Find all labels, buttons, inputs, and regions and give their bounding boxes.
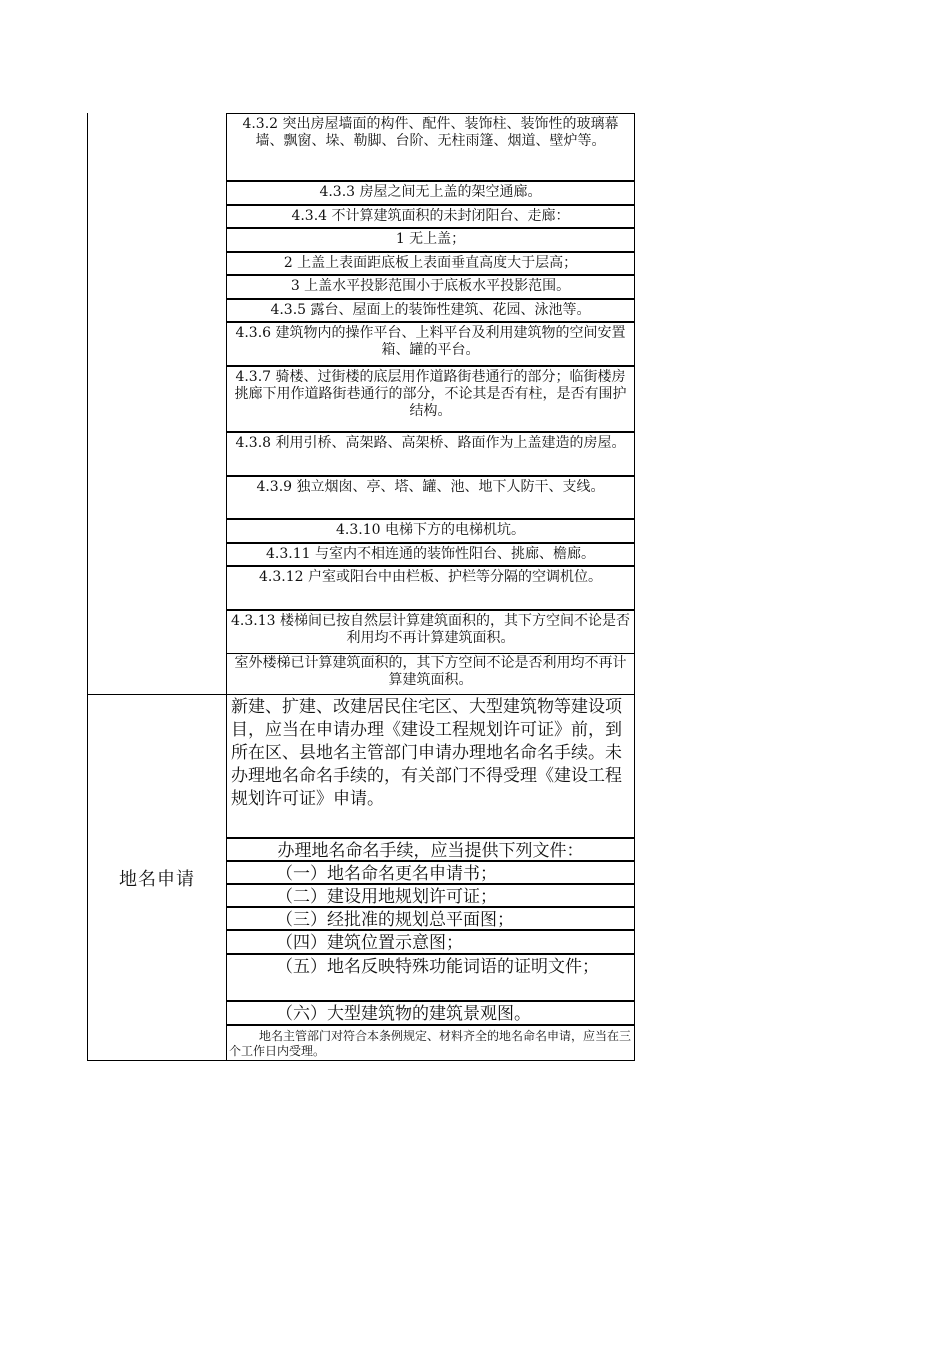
- doc-row: [227, 883, 635, 907]
- table-row: [227, 542, 635, 566]
- doc-item: （六）大型建筑物的建筑景观图。: [276, 1004, 531, 1024]
- table-row: [227, 475, 635, 519]
- row-text: 4.3.10 电梯下方的电梯机坑。: [336, 522, 525, 538]
- row-text: 4.3.2 突出房屋墙面的构件、配件、装饰柱、装饰性的玻璃幕墙、飘窗、垛、勒脚、台阶、无柱雨篷、烟道、壁炉等。: [242, 116, 619, 149]
- row-text: 1 无上盖；: [395, 231, 466, 247]
- doc-row: [227, 1000, 635, 1025]
- doc-row: [227, 953, 635, 1001]
- row-text: 室外楼梯已计算建筑面积的，其下方空间不论是否利用均不再计算建筑面积。: [234, 655, 627, 688]
- table-row: [227, 518, 635, 543]
- note-text: 地名主管部门对符合本条例规定、材料齐全的地名命名申请，应当在三个工作日内受理。: [229, 1029, 632, 1058]
- table-row: [227, 204, 635, 228]
- doc-item: （二）建设用地规划许可证；: [276, 887, 497, 907]
- table-row: [227, 298, 635, 322]
- row-text: 4.3.6 建筑物内的操作平台、上料平台及利用建筑物的空间安置箱、罐的平台。: [235, 325, 626, 358]
- doc-row: [227, 929, 635, 954]
- row-text: 4.3.7 骑楼、过街楼的底层用作道路街巷通行的部分；临街楼房挑廊下用作道路街巷通行的部分，不论其是否有柱，是否有围护结构。: [234, 369, 627, 419]
- row-text: 3 上盖水平投影范围小于底板水平投影范围。: [290, 278, 571, 294]
- row-text: 4.3.9 独立烟囱、亭、塔、罐、池、地下人防干、支线。: [256, 479, 605, 495]
- row-text: 4.3.13 楼梯间已按自然层计算建筑面积的，其下方空间不论是否利用均不再计算建筑面积。: [231, 613, 630, 646]
- row-text: 4.3.3 房屋之间无上盖的架空通廊。: [319, 184, 542, 200]
- row-text: 4.3.5 露台、屋面上的装饰性建筑、花园、泳池等。: [270, 302, 591, 318]
- doc-item: （五）地名反映特殊功能词语的证明文件；: [276, 957, 599, 977]
- intro-row: [227, 694, 635, 838]
- docs-title: 办理地名命名手续，应当提供下列文件：: [277, 841, 584, 861]
- note-row: [227, 1024, 635, 1061]
- table-row: [227, 431, 635, 476]
- docs-title-row: [227, 837, 635, 861]
- section-b-label: 地名申请: [119, 869, 195, 890]
- row-text: 4.3.11 与室内不相连通的装饰性阳台、挑廊、檐廊。: [266, 546, 595, 562]
- table-row: [227, 653, 635, 694]
- doc-item: （三）经批准的规划总平面图；: [276, 910, 514, 930]
- doc-row: [227, 906, 635, 930]
- table-row: [227, 251, 635, 275]
- table-row: [227, 180, 635, 205]
- table-row: [227, 274, 635, 299]
- row-text: 4.3.12 户室或阳台中由栏板、护栏等分隔的空调机位。: [259, 569, 602, 585]
- table-row: [227, 565, 635, 610]
- doc-item: （一）地名命名更名申请书；: [276, 864, 497, 884]
- doc-row: [227, 860, 635, 884]
- table-row: [227, 113, 635, 181]
- row-text: 2 上盖上表面距底板上表面垂直高度大于层高；: [283, 255, 578, 271]
- row-text: 4.3.8 利用引桥、高架路、高架桥、路面作为上盖建造的房屋。: [235, 435, 626, 451]
- table-row: [227, 609, 635, 654]
- intro-text: 新建、扩建、改建居民住宅区、大型建筑物等建设项目，应当在申请办理《建设工程规划许可证》前，到所在区、县地名主管部门申请办理地名命名手续。未办理地名命名手续的，有关部门不得受理《建设工程规划许可证》申请。: [231, 697, 622, 809]
- table-row: [227, 321, 635, 366]
- section-a-label-cell: [87, 113, 227, 694]
- section-b-label-cell: [87, 694, 227, 1061]
- doc-item: （四）建筑位置示意图；: [276, 933, 463, 953]
- row-text: 4.3.4 不计算建筑面积的未封闭阳台、走廊：: [291, 208, 570, 224]
- table-row: [227, 227, 635, 252]
- table-row: [227, 365, 635, 432]
